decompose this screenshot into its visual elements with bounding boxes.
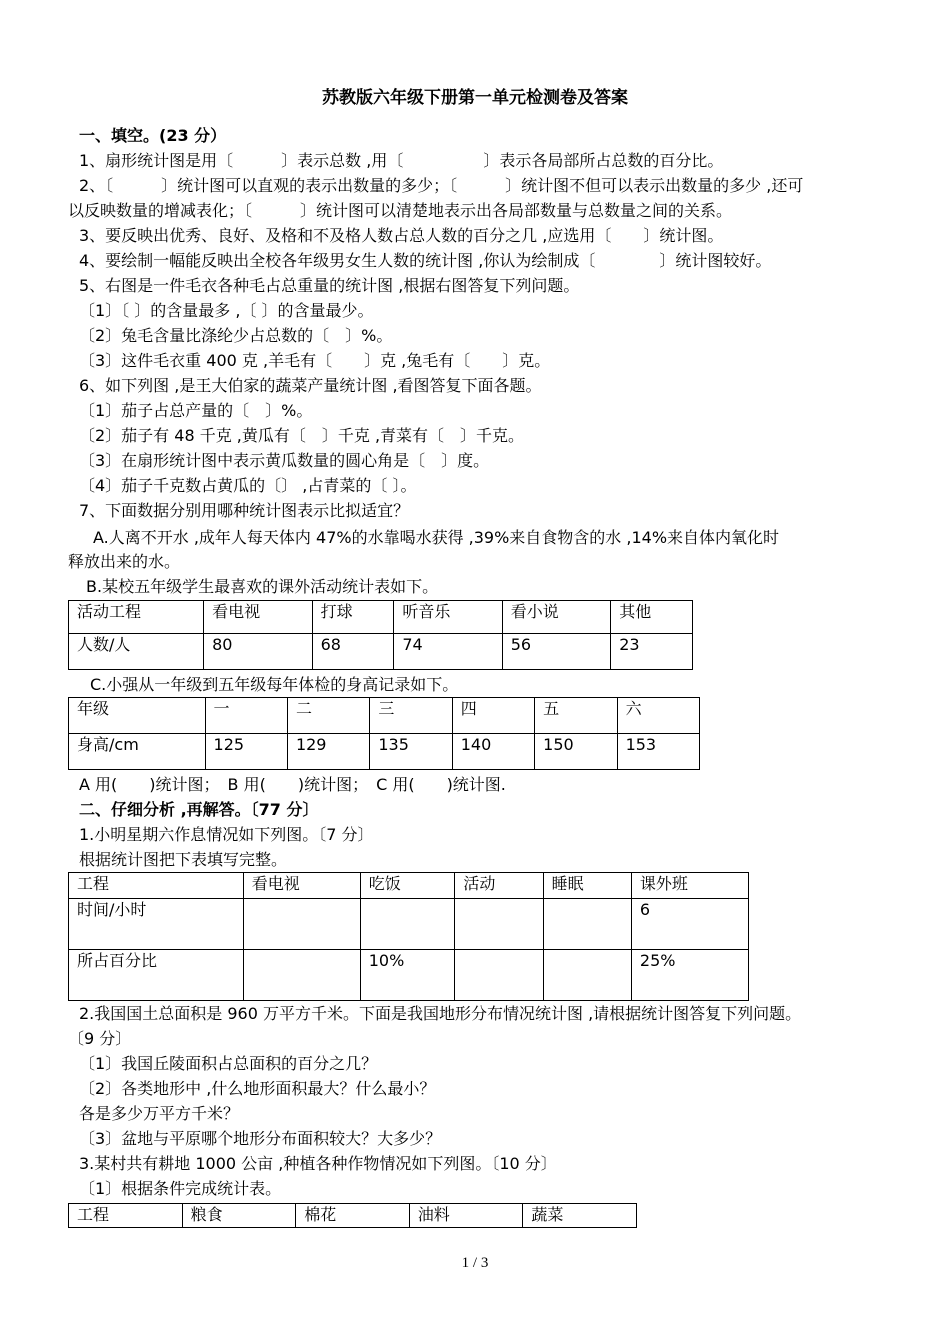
table-cell: 一 [205, 698, 287, 734]
table-cell: 油料 [409, 1204, 523, 1228]
table-cell: 看电视 [243, 873, 360, 899]
question-line: 3.某村共有耕地 1000 公亩 ,种植各种作物情况如下列图。〔10 分〕 [79, 1154, 557, 1173]
question-line: 3、要反映出优秀、良好、及格和不及格人数占总人数的百分之几 ,应选用〔 〕统计图。 [79, 226, 724, 245]
table-cell [455, 899, 543, 950]
table-cell: 课外班 [631, 873, 748, 899]
question-line: 〔2〕兔毛含量比涤纶少占总数的〔 〕%。 [79, 326, 393, 345]
table-cell: 所占百分比 [69, 950, 244, 1001]
question-line: 〔9 分〕 [68, 1029, 132, 1048]
table-cell: 工程 [69, 1204, 183, 1228]
table-row [69, 899, 749, 950]
question-line: 〔2〕茄子有 48 千克 ,黄瓜有〔 〕千克 ,青菜有〔 〕千克。 [79, 426, 525, 445]
table-row [69, 950, 749, 1001]
table-row [69, 601, 693, 634]
question-line: 6、如下列图 ,是王大伯家的蔬菜产量统计图 ,看图答复下面各题。 [79, 376, 542, 395]
table-cell [543, 950, 631, 1001]
table-cell: 四 [452, 698, 534, 734]
table-cell: 56 [502, 634, 610, 670]
question-line: 〔3〕这件毛衣重 400 克 ,羊毛有〔 〕克 ,兔毛有〔 〕克。 [79, 351, 551, 370]
table-cell: 125 [205, 734, 287, 770]
table-row [69, 634, 693, 670]
table-row [69, 698, 700, 734]
table-cell [360, 899, 455, 950]
question-line: 〔1〕〔 〕的含量最多 ,〔 〕的含量最少。 [79, 301, 374, 320]
table-cell: 150 [535, 734, 617, 770]
table-cell: 25% [631, 950, 748, 1001]
table-cell: 23 [611, 634, 693, 670]
table-cell: 人数/人 [69, 634, 204, 670]
question-line: 7、下面数据分别用哪种统计图表示比拟适宜？ [79, 501, 410, 520]
table-cell: 听音乐 [394, 601, 502, 634]
table-cell: 活动 [455, 873, 543, 899]
document-title: 苏教版六年级下册第一单元检测卷及答案 [322, 88, 628, 108]
question-line: 〔1〕我国丘陵面积占总面积的百分之几？ [79, 1054, 378, 1073]
table-cell [243, 899, 360, 950]
question-line: 〔1〕茄子占总产量的〔 〕%。 [79, 401, 313, 420]
question-line: 4、要绘制一幅能反映出全校各年级男女生人数的统计图 ,你认为绘制成〔 〕统计图较好。 [79, 251, 772, 270]
table-cell: 年级 [69, 698, 206, 734]
table-cell: 135 [370, 734, 452, 770]
table-cell: 五 [535, 698, 617, 734]
table-cell: 80 [204, 634, 312, 670]
question-line: 根据统计图把下表填写完整。 [79, 850, 288, 869]
table-cell: 打球 [312, 601, 394, 634]
table-cell: 工程 [69, 873, 244, 899]
question-line: 5、右图是一件毛衣各种毛占总重量的统计图 ,根据右图答复下列问题。 [79, 276, 580, 295]
question-line: 〔3〕盆地与平原哪个地形分布面积较大？大多少？ [79, 1129, 442, 1148]
height-table [68, 697, 700, 770]
table-row [69, 873, 749, 899]
section-two-heading: 二、仔细分析 ,再解答。〔77 分〕 [79, 800, 319, 819]
section-one-heading: 一、填空。(23 分） [79, 126, 227, 145]
table-cell: 140 [452, 734, 534, 770]
question-line: 〔2〕各类地形中 ,什么地形面积最大？什么最小？ [79, 1079, 436, 1098]
question-line: C.小强从一年级到五年级每年体检的身高记录如下。 [90, 675, 459, 694]
table-cell: 153 [617, 734, 699, 770]
table-cell: 身高/cm [69, 734, 206, 770]
question-line: A 用( )统计图； B 用( )统计图； C 用( )统计图. [79, 775, 506, 794]
table-cell: 10% [360, 950, 455, 1001]
question-line: 〔1〕根据条件完成统计表。 [79, 1179, 282, 1198]
table-cell: 三 [370, 698, 452, 734]
question-line: 2.我国国土总面积是 960 万平方千米。下面是我国地形分布情况统计图 ,请根据统计图答复下列问题。 [79, 1004, 802, 1023]
crops-table [68, 1203, 637, 1228]
question-line: 〔3〕在扇形统计图中表示黄瓜数量的圆心角是〔 〕度。 [79, 451, 490, 470]
question-line: 各是多少万平方千米？ [79, 1104, 240, 1123]
table-cell [543, 899, 631, 950]
question-line: 1、扇形统计图是用〔 〕表示总数 ,用〔 〕表示各局部所占总数的百分比。 [79, 151, 724, 170]
table-cell: 其他 [611, 601, 693, 634]
table-cell: 6 [631, 899, 748, 950]
table-cell: 68 [312, 634, 394, 670]
table-cell: 看电视 [204, 601, 312, 634]
table-cell: 时间/小时 [69, 899, 244, 950]
question-line: 释放出来的水。 [68, 552, 181, 571]
schedule-table [68, 872, 749, 1001]
table-cell: 活动工程 [69, 601, 204, 634]
question-line: 1.小明星期六作息情况如下列图。〔7 分〕 [79, 825, 374, 844]
table-cell: 六 [617, 698, 699, 734]
table-cell: 74 [394, 634, 502, 670]
question-line: B.某校五年级学生最喜欢的课外活动统计表如下。 [86, 577, 439, 596]
question-line: 〔4〕茄子千克数占黄瓜的〔〕 ,占青菜的〔 〕。 [79, 476, 417, 495]
question-line: A.人离不开水 ,成年人每天体内 47%的水靠喝水获得 ,39%来自食物含的水 ,14%来自体内氧化时 [93, 528, 780, 547]
table-cell: 蔬菜 [523, 1204, 637, 1228]
table-cell: 看小说 [502, 601, 610, 634]
table-cell [455, 950, 543, 1001]
activity-table [68, 600, 693, 670]
table-row [69, 1204, 637, 1228]
table-cell [243, 950, 360, 1001]
table-cell: 吃饭 [360, 873, 455, 899]
page-number: 1 / 3 [461, 1255, 489, 1271]
table-cell: 二 [287, 698, 369, 734]
question-line: 2、〔 〕统计图可以直观的表示出数量的多少；〔 〕统计图不但可以表示出数量的多少 ,还可 [79, 176, 804, 195]
table-cell: 粮食 [182, 1204, 296, 1228]
table-cell: 棉花 [296, 1204, 410, 1228]
table-cell: 129 [287, 734, 369, 770]
question-line: 以反映数量的增减表化；〔 〕统计图可以清楚地表示出各局部数量与总数量之间的关系。 [68, 201, 733, 220]
table-cell: 睡眠 [543, 873, 631, 899]
table-row [69, 734, 700, 770]
